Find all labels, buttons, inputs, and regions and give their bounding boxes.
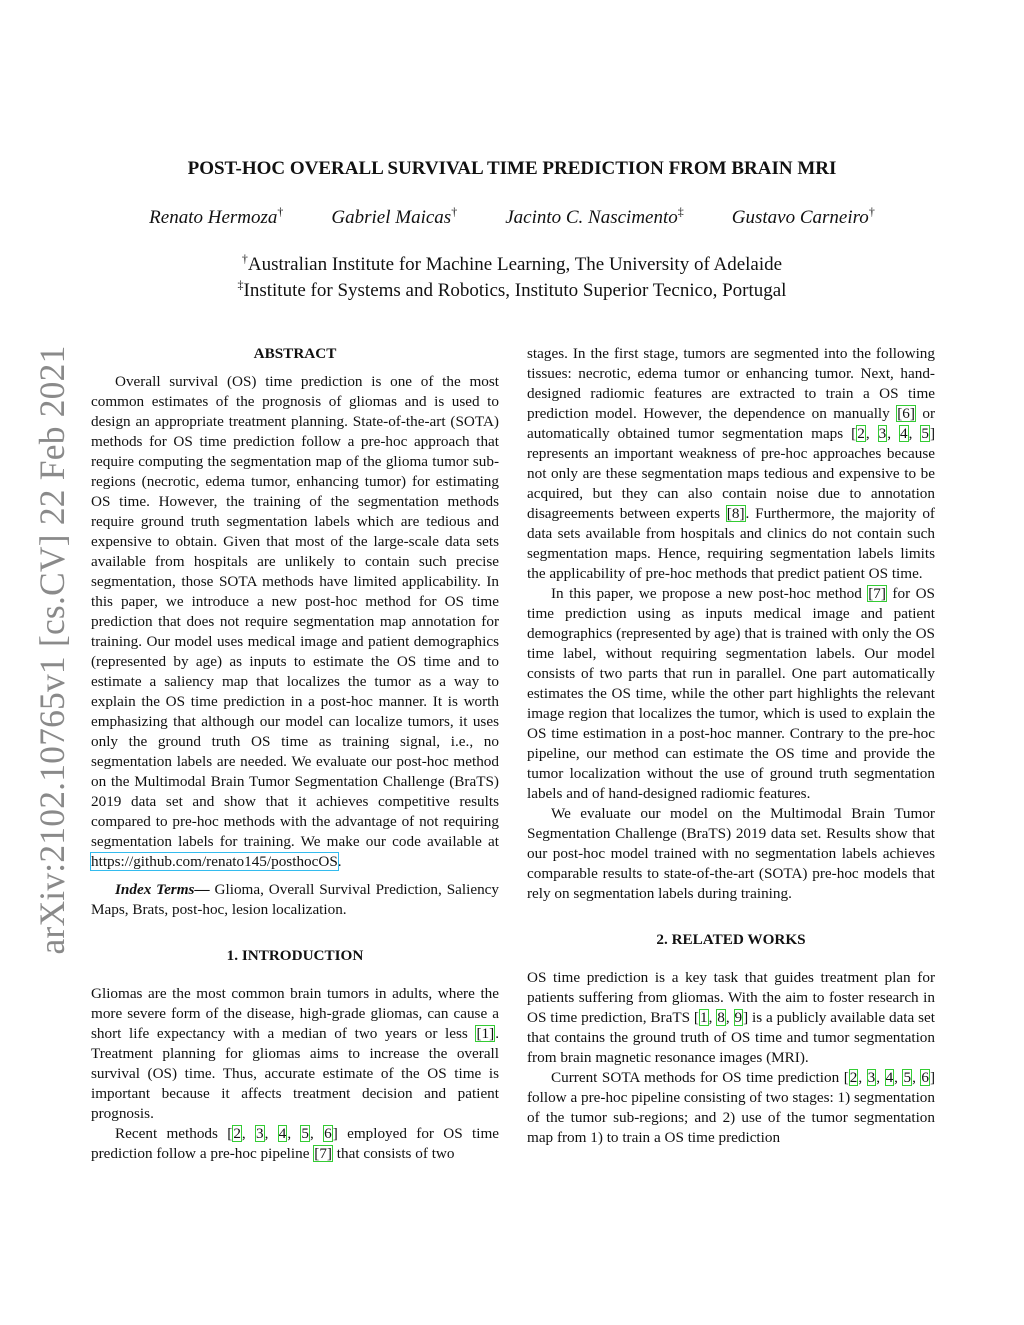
citation-link[interactable]: 2 [849,1069,858,1086]
author: Jacinto C. Nascimento‡ [505,204,684,228]
author: Gabriel Maicas† [331,204,458,228]
intro-paragraph-continued: stages. In the first stage, tumors are segmented into the following tissues: necrotic, edema tumor or enhancing tumor. Next, hand-designed radiomic features are extracted to train a OS time prediction model. However, the dependence on manually [6] or automatically obtained tumor segmentation maps [2, 3, 4, 5] represents an important weakness of pre-hoc approaches because not only are these segmentation maps tedious and expensive to be acquired, but they can also contain noise due to annotation disagreements between experts [8]. Furthermore, the majority of data sets available from hospitals and clinics do not contain such segmentation maps. Hence, requiring segmentation labels limits the applicability of pre-hoc methods that predict patient OS time. [527,345,936,582]
citation-link[interactable]: 4 [885,1069,894,1086]
related-works-paragraph: Current SOTA methods for OS time prediction [2, 3, 4, 5, 6] follow a pre-hoc pipeline consisting of two stages: 1) segmentation of the tumor sub-regions; and 2) use of the tumor segmentation map from 1) to train a OS time prediction [527,1069,936,1146]
citation-link[interactable]: 2 [857,425,865,442]
citation-link[interactable]: 4 [278,1125,287,1142]
intro-paragraph: We evaluate our model on the Multimodal Brain Tumor Segmentation Challenge (BraTS) 2019 data set. Results show that our post-hoc model trained with no segmentation labels achieves comparable results to state-of-the-art (SOTA) pre-hoc models that rely on segmentation labels during training. [527,805,935,902]
intro-paragraph: Recent methods [2, 3, 4, 5, 6] employed for OS time prediction follow a pre-hoc pipeline [7] that consists of two [91,1125,500,1162]
author: Gustavo Carneiro† [731,204,875,228]
citation-link[interactable]: 4 [899,425,908,442]
citation-link[interactable]: 3 [256,1125,264,1142]
related-works-paragraph: OS time prediction is a key task that guides treatment plan for patients suffering from gliomas. With the aim to foster research in OS time prediction, BraTS [1, 8, 9] is a publicly available data set that contains the ground truth of OS time and tumor segmentation from brain magnetic resonance images (MRI). [527,969,935,1066]
abstract-heading: ABSTRACT [253,345,337,362]
intro-paragraph: Gliomas are the most common brain tumors in adults, where the more severe form of the disease, high-grade gliomas, can cause a short life expectancy with a median of two years or less [1]. Treatment planning for gliomas aims to increase the overall survival (OS) time. Thus, accurate estimate of the OS time is important because it affects treatment decision and patient prognosis. [91,985,499,1122]
citation-link[interactable]: [6] [897,405,915,422]
citation-link[interactable]: [8] [726,505,745,522]
right-column [527,344,935,1148]
introduction-heading: 1. INTRODUCTION [226,947,364,964]
citation-link[interactable]: 6 [921,1069,929,1086]
citation-link[interactable]: 8 [717,1009,725,1026]
citation-link[interactable]: 3 [867,1069,876,1086]
index-terms: Index Terms— Glioma, Overall Survival Prediction, Saliency Maps, Brats, post-hoc, lesion localization. [91,881,499,918]
left-column [91,344,499,1164]
citation-link[interactable]: [1] [476,1025,495,1042]
citation-link[interactable]: 5 [301,1125,310,1142]
author: Renato Hermoza† [149,204,284,228]
citation-link[interactable]: 5 [921,425,929,442]
citation-link[interactable]: 6 [324,1125,332,1142]
related-works-heading: 2. RELATED WORKS [656,931,806,948]
intro-paragraph: In this paper, we propose a new post-hoc method [7] for OS time prediction using as inputs medical image and patient demographics (represented by age) that is trained with only the OS time label, without requiring segmentation labels. Our model consists of two parts that run in parallel. One part automatically estimates the OS time, while the other part highlights the relevant image region that localizes the tumor, which is used to explain the OS time estimation in a post-hoc manner. Contrary to the pre-hoc pipeline, our method can estimate the OS time and provide the tumor localization without the use of ground truth segmentation labels and of hand-designed radiomic features. [527,585,935,802]
author-list [0,204,1024,229]
citation-link[interactable]: [7] [868,585,886,602]
arxiv-identifier: arXiv:2102.10765v1 [cs.CV] 22 Feb 2021 [32,345,72,955]
citation-link[interactable]: 2 [233,1125,241,1142]
citation-link[interactable]: 5 [903,1069,912,1086]
citation-link[interactable]: [7] [314,1145,332,1162]
citation-link[interactable]: 9 [734,1009,743,1026]
paper-title: POST-HOC OVERALL SURVIVAL TIME PREDICTION FROM BRAIN MRI [187,158,837,179]
citation-link[interactable]: 3 [878,425,887,442]
code-repository-link[interactable]: https://github.com/renato145/posthocOS [91,853,338,870]
citation-link[interactable]: 1 [699,1009,708,1026]
affiliation: †Australian Institute for Machine Learning, The University of Adelaide [241,251,783,275]
abstract-text: Overall survival (OS) time prediction is one of the most common estimates of the prognosis of gliomas and is used to design an appropriate treatment planning. State-of-the-art (SOTA) methods for OS time prediction follow a pre-hoc approach that require computing the segmentation map of the glioma tumor sub-regions (necrotic, edema tumor, enhancing tumor) for estimating OS time. However, the training of the segmentation methods require ground truth segmentation labels which are tedious and expensive to obtain. Given that most of the large-scale data sets available from hospitals are unlikely to contain such precise segmentation, those SOTA methods have limited applicability. In this paper, we introduce a new post-hoc method for OS time prediction that does not require segmentation map annotation for training. Our model uses medical image and patient demographics (represented by age) as inputs to estimate the OS time and to estimate a saliency map that localizes the tumor as a way to explain the OS time prediction in a post-hoc manner. It is worth emphasizing that although our model can localize tumors, it uses only the ground truth OS time as training signal, i.e., no segmentation labels are needed. We evaluate our post-hoc method on the Multimodal Brain Tumor Segmentation Challenge (BraTS) 2019 data set and show that it achieves competitive results compared to pre-hoc methods with the advantage of not requiring segmentation labels for training. We make our code available at https://github.com/renato145/posthocOS. [91,373,499,870]
affiliation: ‡Institute for Systems and Robotics, Instituto Superior Tecnico, Portugal [237,277,787,301]
